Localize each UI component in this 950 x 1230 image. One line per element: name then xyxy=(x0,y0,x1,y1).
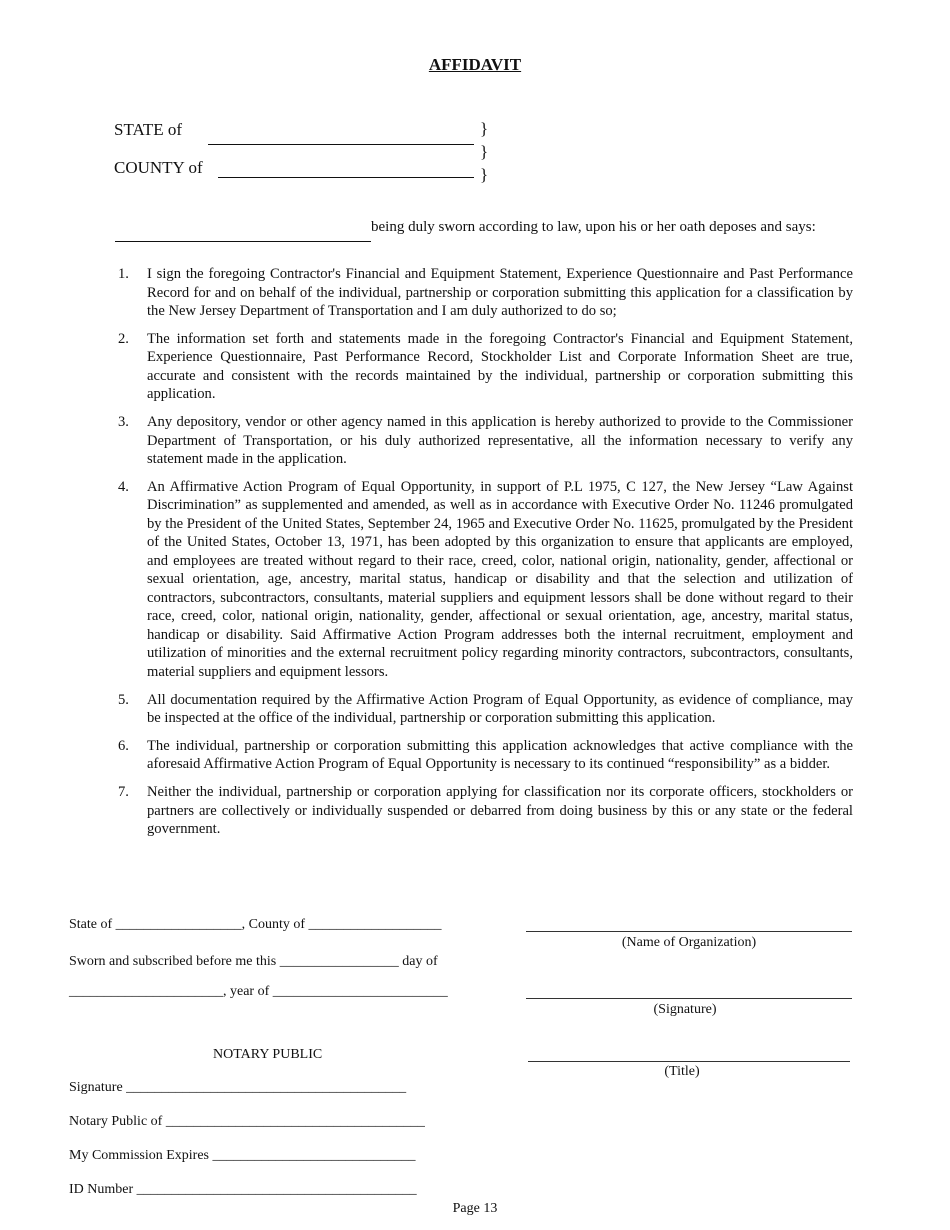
affiant-name-field[interactable] xyxy=(115,241,371,242)
notary-year-line[interactable]: ______________________, year of _________________________ xyxy=(69,984,448,999)
item-text: The information set forth and statements made in the foregoing Contractor's Financial and Equipment Statement, Experience Questionnaire, Past Performance Record, Stockholder List and Corporate Information Sheet are true, accurate and consistent with the records maintained by the individual, partnership or corporation submitting this application. xyxy=(147,330,853,403)
item-number: 4. xyxy=(118,478,129,495)
item-number: 6. xyxy=(118,737,129,754)
item-number: 5. xyxy=(118,691,129,708)
notary-sworn-day-line[interactable]: Sworn and subscribed before me this _________________ day of xyxy=(69,954,438,969)
page-number: Page 13 xyxy=(452,1201,498,1216)
title-caption: (Title) xyxy=(664,1064,700,1079)
item-number: 2. xyxy=(118,330,129,347)
page-title: AFFIDAVIT xyxy=(428,55,522,74)
signature-caption: (Signature) xyxy=(653,1002,717,1017)
list-item xyxy=(115,330,853,404)
county-field[interactable] xyxy=(218,177,474,178)
item-number: 3. xyxy=(118,414,129,431)
notary-state-county-line[interactable]: State of __________________, County of ___________________ xyxy=(69,917,442,932)
item-text: Neither the individual, partnership or corporation applying for classification nor its corporate officers, stockholders or partners are collectively or individually suspended or debarred from doing business by this or any state or the federal government. xyxy=(147,784,853,838)
item-number: 1. xyxy=(118,266,129,282)
list-item xyxy=(115,737,853,774)
title-field[interactable] xyxy=(528,1061,850,1062)
sworn-statement: being duly sworn according to law, upon his or her oath deposes and says: xyxy=(371,219,816,235)
item-number: 7. xyxy=(118,784,129,801)
notary-public-of-line[interactable]: Notary Public of _____________________________________ xyxy=(69,1114,425,1129)
state-label: STATE of xyxy=(114,120,183,139)
notary-signature-line[interactable]: Signature ________________________________________ xyxy=(69,1080,407,1095)
organization-name-field[interactable] xyxy=(526,931,852,932)
list-item xyxy=(115,783,853,839)
list-item xyxy=(115,478,853,682)
item-text: Any depository, vendor or other agency named in this application is hereby authorized to provide to the Commissioner Department of Transportation, or his duly authorized representative, all the information necessary to verify any statement made in the application. xyxy=(147,414,853,468)
brace-bottom: } xyxy=(480,165,489,184)
commission-expires-line[interactable]: My Commission Expires _____________________________ xyxy=(69,1148,416,1163)
state-field[interactable] xyxy=(208,144,474,145)
organization-caption: (Name of Organization) xyxy=(621,935,757,950)
item-text: All documentation required by the Affirmative Action Program of Equal Opportunity, as evidence of compliance, may be inspected at the office of the individual, partnership or corporation submitting this application. xyxy=(147,691,853,727)
affidavit-items xyxy=(115,265,853,848)
county-label: COUNTY of xyxy=(114,158,203,177)
item-text: I sign the foregoing Contractor's Financial and Equipment Statement, Experience Questionnaire and Past Performance Record for and on behalf of the individual, partnership or corporation submitting this application for a classification by the New Jersey Department of Transportation and I am duly authorized to do so; xyxy=(147,266,853,319)
brace-middle: } xyxy=(480,142,489,161)
list-item xyxy=(115,265,853,321)
id-number-line[interactable]: ID Number ________________________________________ xyxy=(69,1182,417,1197)
list-item xyxy=(115,413,853,469)
signature-field[interactable] xyxy=(526,998,852,999)
item-text: The individual, partnership or corporation submitting this application acknowledges that active compliance with the aforesaid Affirmative Action Program of Equal Opportunity is necessary to its continued “responsibility” as a bidder. xyxy=(147,737,853,773)
list-item xyxy=(115,691,853,728)
notary-public-heading: NOTARY PUBLIC xyxy=(213,1047,323,1062)
item-text: An Affirmative Action Program of Equal Opportunity, in support of P.L 1975, C 127, the New Jersey “Law Against Discrimination” as supplemented and amended, as well as in accordance with Executive Order No. 11246 promulgated by the President of the United States, September 24, 1965 and Executive Order No. 11625, promulgated by the President of the United States, October 13, 1971, has been adopted by this organization to ensure that applicants are employed, and employees are treated without regard to their race, creed, color, national origin, nationality, gender, affectional or sexual orientation, age, ancestry, marital status, handicap or disability and that the selection and utilization of contractors, subcontractors, consultants, material suppliers and equipment lessors shall be done without regard to their race, creed, color, national origin, nationality, gender, affectional or sexual orientation, age, ancestry, marital status, handicap or disability. Said Affirmative Action Program addresses both the internal recruitment, employment and utilization of minorities and the external recruitment policy regarding minority contractors, subcontractors, consultants, material suppliers and equipment lessors. xyxy=(147,478,853,680)
brace-top: } xyxy=(480,119,489,138)
